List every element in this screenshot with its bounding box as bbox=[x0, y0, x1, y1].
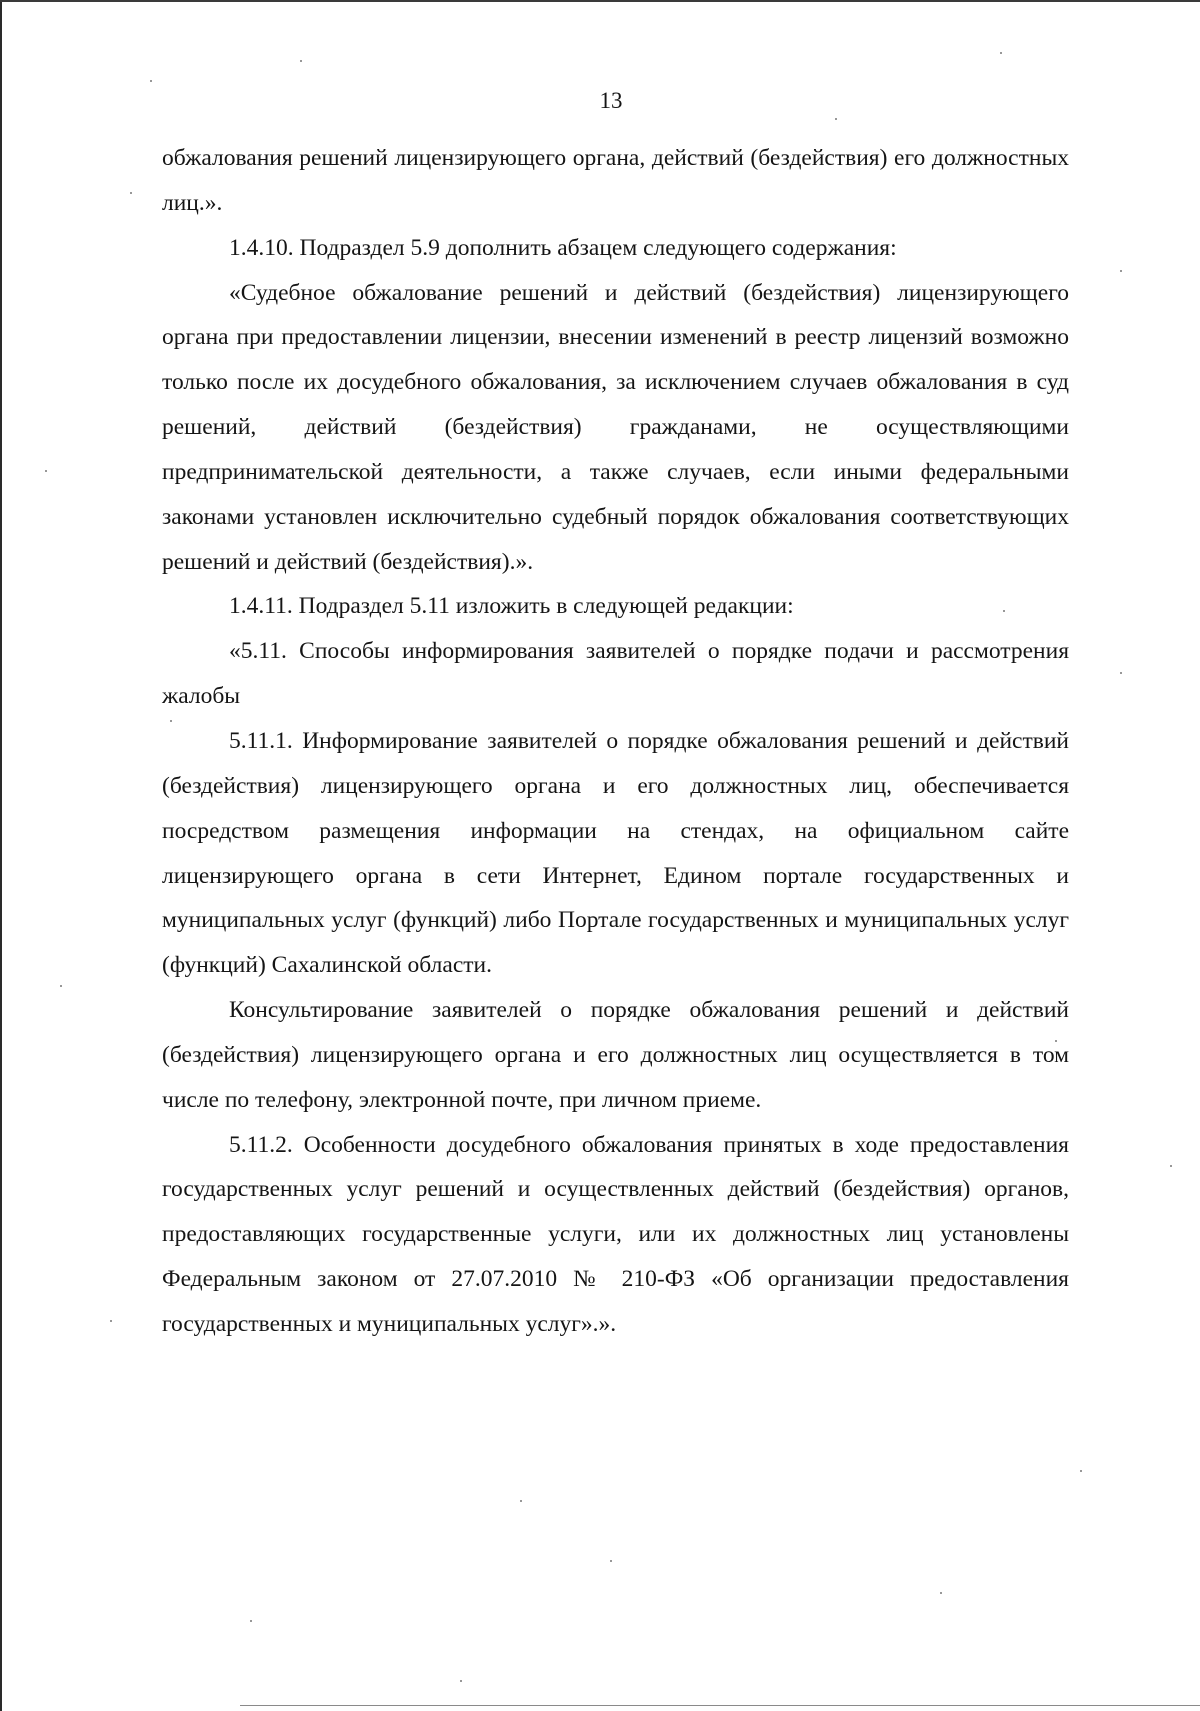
paragraph-1-4-10: 1.4.10. Подраздел 5.9 дополнить абзацем следующего содержания: bbox=[229, 234, 897, 261]
document-body bbox=[162, 136, 1069, 1347]
paragraph-consultation: Консультирование заявителей о порядке обжалования решений и действий (бездействия) лицензирующего органа и его должностных лиц осуществляется в том числе по телефону, электронной почте, при личном приеме. bbox=[162, 997, 1069, 1113]
paragraph-court-appeal: «Судебное обжалование решений и действий (бездействия) лицензирующего органа при предоставлении лицензии, внесении изменений в реестр лицензий возможно только после их досудебного обжалования, за исключением случаев обжалования в суд решений, действий (бездействия) гражданами, не осуществляющими предпринимательской деятельности, а также случаев, если иными федеральными законами установлен исключительно судебный порядок обжалования соответствующих решений и действий (бездействия).». bbox=[162, 279, 1069, 575]
scan-left-edge bbox=[0, 0, 2, 1711]
paragraph-5-11-heading: «5.11. Способы информирования заявителей о порядке подачи и рассмотрения жалобы bbox=[162, 638, 1069, 710]
scan-bottom-edge bbox=[240, 1705, 1200, 1706]
page-number: 13 bbox=[599, 88, 623, 113]
scan-top-edge bbox=[0, 0, 1200, 2]
paragraph-5-11-2: 5.11.2. Особенности досудебного обжалования принятых в ходе предоставления государственных услуг решений и осуществленных действий (бездействия) органов, предоставляющих государственные услуги, или их должностных лиц установлены Федеральным законом от 27.07.2010 № 210-ФЗ «Об организации предоставления государственных и муниципальных услуг».». bbox=[162, 1131, 1069, 1337]
paragraph-1-4-11: 1.4.11. Подраздел 5.11 изложить в следующей редакции: bbox=[229, 593, 794, 620]
paragraph-5-11-1: 5.11.1. Информирование заявителей о порядке обжалования решений и действий (бездействия) лицензирующего органа и его должностных лиц, обеспечивается посредством размещения информации на стендах, на официальном сайте лицензирующего органа в сети Интернет, Едином портале государственных и муниципальных услуг (функций) либо Портале государственных и муниципальных услуг (функций) Сахалинской области. bbox=[162, 727, 1069, 979]
paragraph-1-continuation: обжалования решений лицензирующего органа, действий (бездействия) его должностных лиц.». bbox=[162, 145, 1069, 216]
